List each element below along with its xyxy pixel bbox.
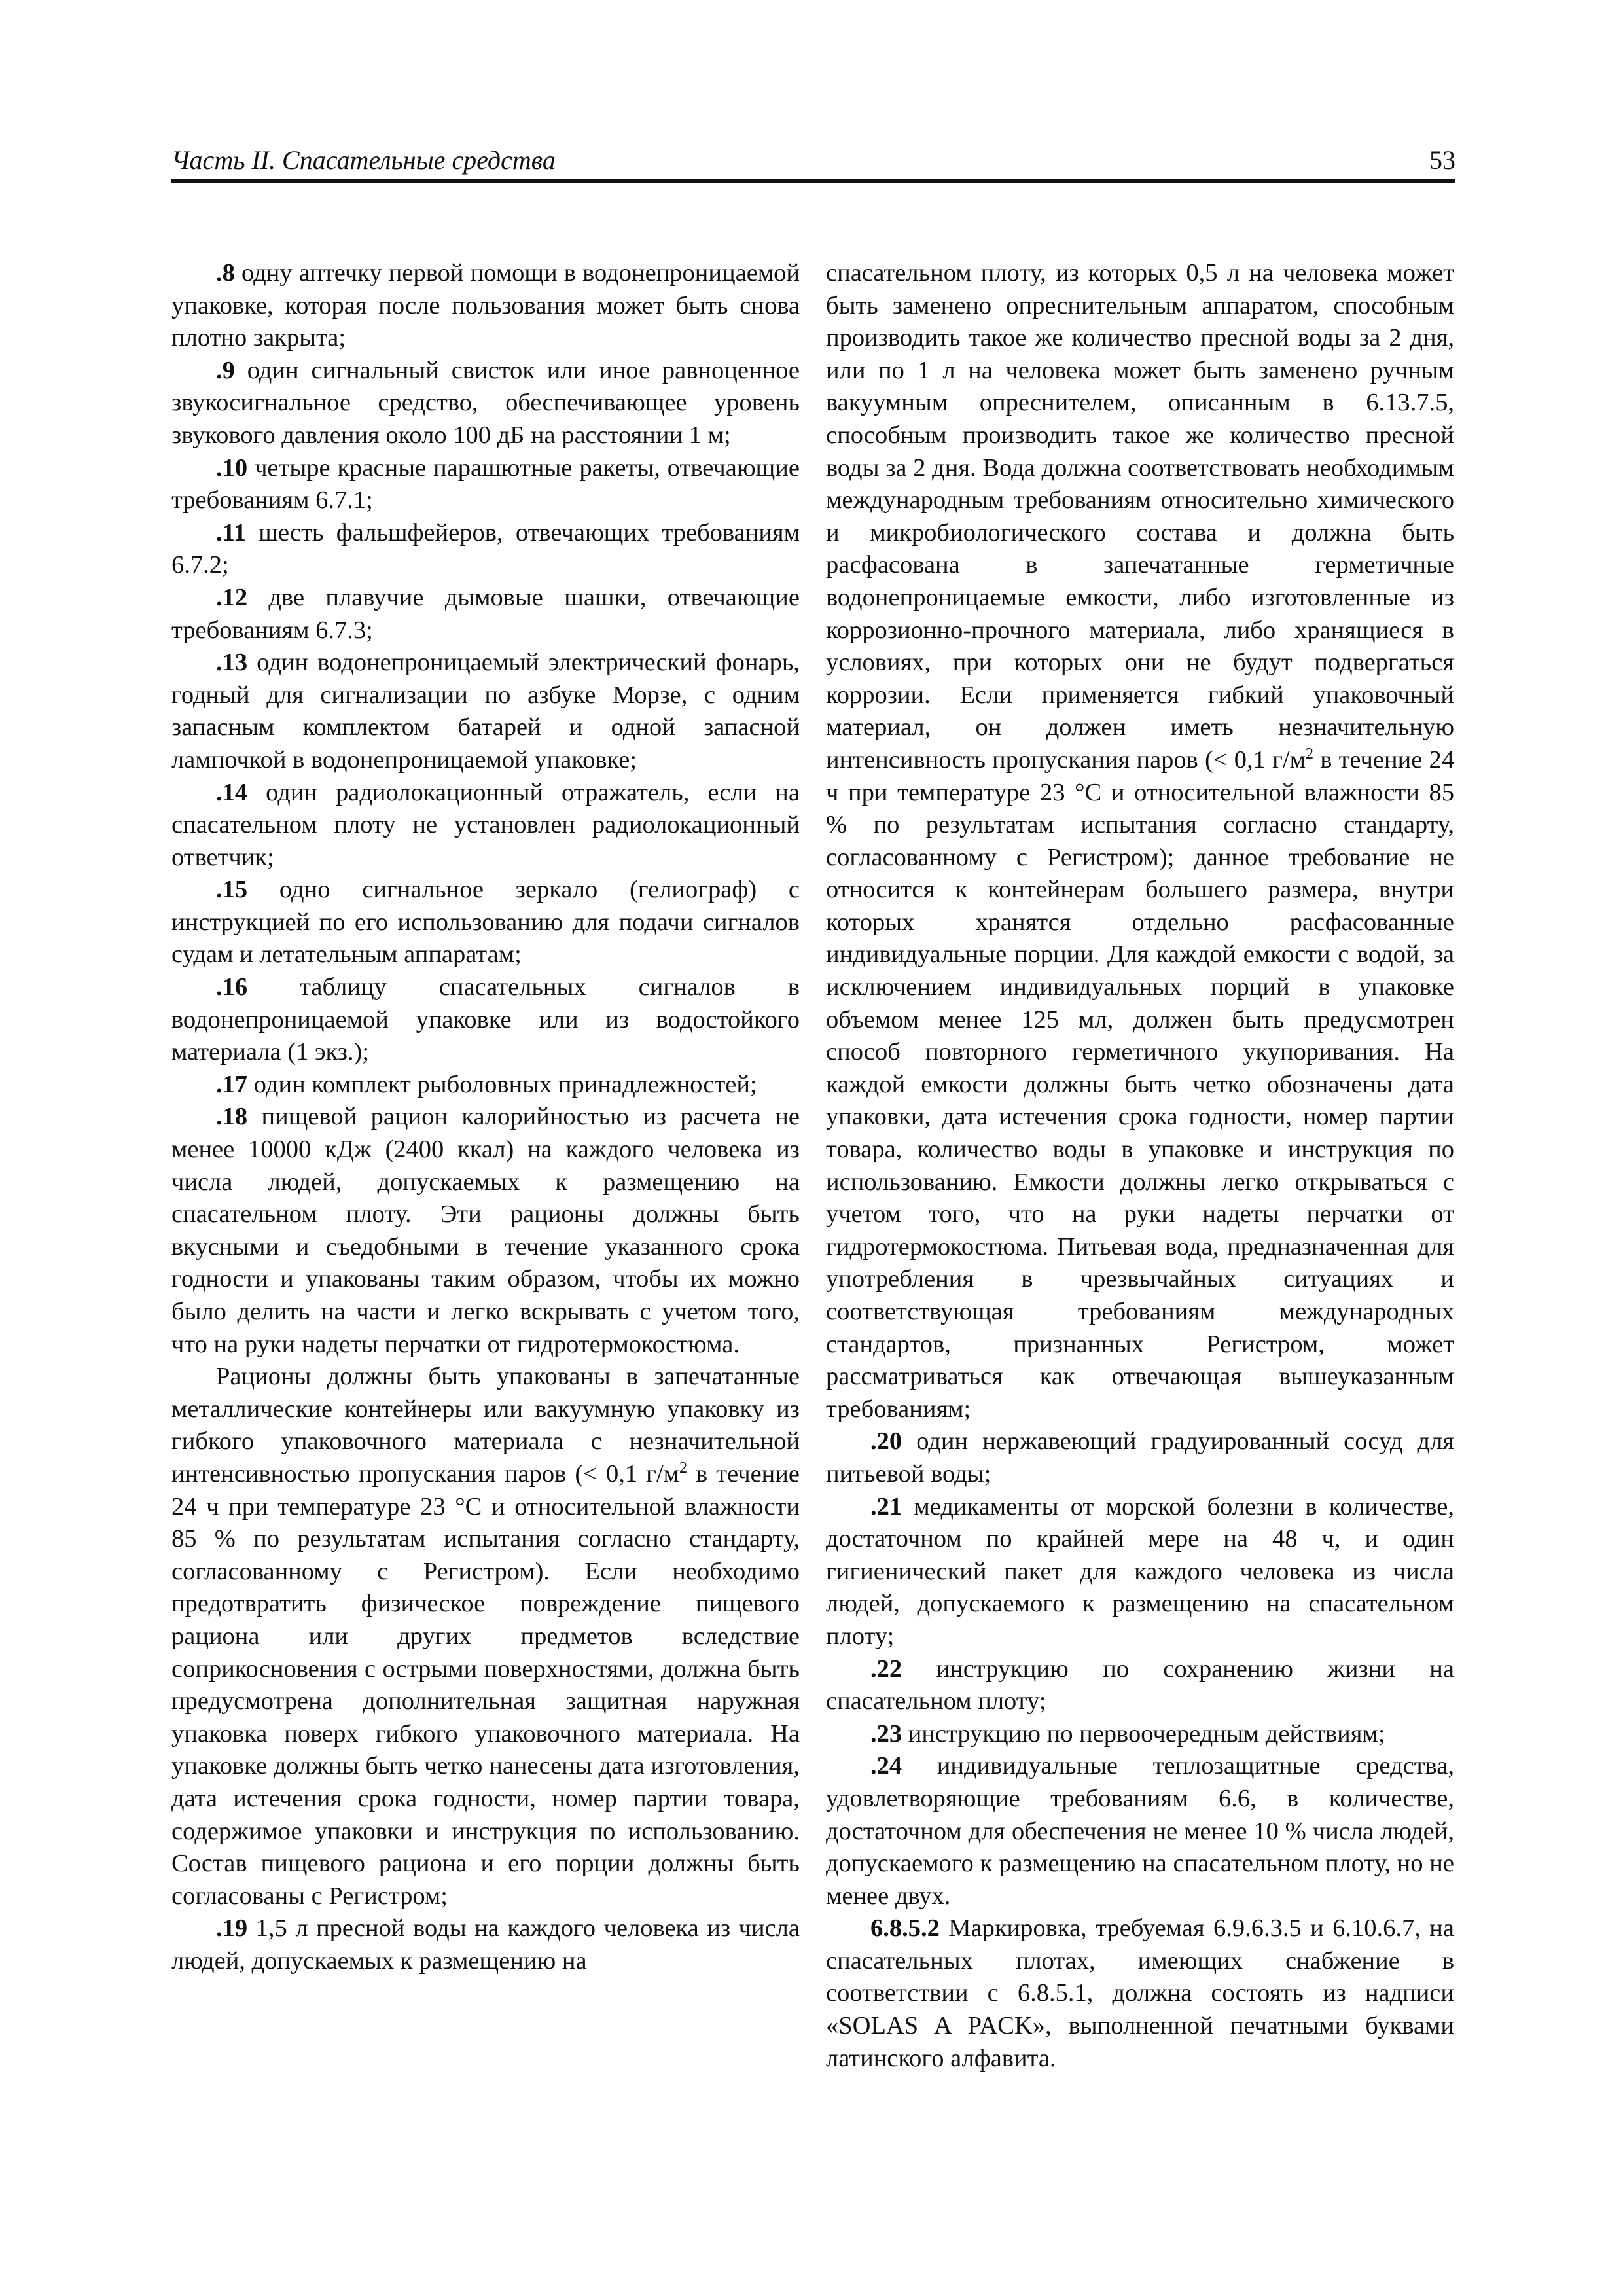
list-item — [826, 1750, 1454, 1912]
item-text: медикаменты от морской болезни в количестве, достаточном по крайней мере на 48 ч, и один гигиенический пакет для каждого человека из числа людей, допускаемого к размещению на спасательном плоту; — [826, 1492, 1454, 1650]
item-text: шесть фальшфейеров, отвечающих требованиям 6.7.2; — [171, 518, 800, 579]
list-item — [171, 582, 800, 647]
section-paragraph — [826, 1912, 1454, 2075]
item-number: .9 — [216, 356, 235, 384]
item-text: таблицу спасательных сигналов в водонепроницаемой упаковке или из водостойкого материала (1 экз.); — [171, 973, 800, 1066]
item-text: четыре красные парашютные ракеты, отвечающие требованиям 6.7.1; — [171, 454, 800, 514]
superscript: 2 — [679, 1460, 687, 1477]
paragraph-text-tail: в течение 24 ч при температуре 23 °С и относительной влажности 85 % по результатам испытания согласно стандарту, согласованному с Регистром). Если необходимо предотвратить физическое повреждение пищевого рациона или других предметов вследствие соприкосновения с острыми поверхностями, должна быть предусмотрена дополнительная защитная наружная упаковка поверх гибкого упаковочного материала. На упаковке должны быть четко нанесены дата изготовления, дата истечения срока годности, номер партии товара, содержимое упаковки и инструкция по использованию. Состав пищевого рациона и его порции должны быть согласованы с Регистром; — [171, 1460, 800, 1910]
item-text: пищевой рацион калорийностью из расчета не менее 10000 кДж (2400 ккал) на каждого человека из числа людей, допускаемых к размещению на спасательном плоту. Эти рационы должны быть вкусными и съедобными в течение указанного срока годности и упакованы таким образом, чтобы их можно было делить на части и легко вскрывать с учетом того, что на руки надеты перчатки от гидротермокостюма. — [171, 1103, 800, 1358]
paragraph-rations-packaging — [171, 1361, 800, 1912]
item-text: одну аптечку первой помощи в водонепроницаемой упаковке, которая после пользования может быть снова плотно закрыта; — [171, 259, 800, 352]
list-item — [171, 1912, 800, 1977]
item-text: 1,5 л пресной воды на каждого человека из числа людей, допускаемых к размещению на — [171, 1914, 800, 1975]
list-item — [171, 874, 800, 971]
item-number: .20 — [870, 1427, 902, 1456]
item-number: .14 — [216, 778, 248, 806]
item-text: одно сигнальное зеркало (гелиограф) с инструкцией по его использованию для подачи сигналов судам и летательным аппаратам; — [171, 876, 800, 969]
paragraph-text: Рационы должны быть упакованы в запечатанные металлические контейнеры или вакуумную упаковку из гибкого упаковочного материала с незначительной интенсивностью пропускания паров (< 0,1 г/м — [171, 1363, 800, 1488]
running-header — [171, 143, 1455, 183]
list-item — [171, 257, 800, 355]
item-number: .23 — [870, 1719, 902, 1748]
left-column — [171, 257, 800, 1977]
item-number: .22 — [870, 1655, 902, 1683]
list-item — [826, 1491, 1454, 1653]
list-item — [826, 1653, 1454, 1718]
superscript: 2 — [1305, 745, 1313, 763]
item-number: .19 — [216, 1914, 248, 1943]
item-number: .21 — [870, 1492, 902, 1520]
paragraph-text: спасательном плоту, из которых 0,5 л на человека может быть заменено опреснительным аппаратом, способным производить такое же количество пресной воды за 2 дня, или по 1 л на человека может быть заменено ручным вакуумным опреснителем, описанным в 6.13.7.5, способным производить такое же количество пресной воды за 2 дня. Вода должна соответствовать необходимым международным требованиям относительно химического и микробиологического состава и должна быть расфасована в запечатанные герметичные водонепроницаемые емкости, либо изготовленные из коррозионно-прочного материала, либо хранящиеся в условиях, при которых они не будут подвергаться коррозии. Если применяется гибкий упаковочный материал, он должен иметь незначительную интенсивность пропускания паров (< 0,1 г/м — [826, 259, 1454, 774]
list-item — [171, 452, 800, 517]
item-number: .10 — [216, 454, 248, 482]
item-number: .16 — [216, 973, 248, 1001]
item-number: .15 — [216, 876, 248, 904]
list-item — [171, 1101, 800, 1361]
section-number: 6.8.5.2 — [870, 1914, 940, 1943]
list-item — [826, 1718, 1454, 1751]
right-column — [826, 257, 1454, 2075]
item-text: инструкцию по сохранению жизни на спасательном плоту; — [826, 1655, 1454, 1715]
item-text: две плавучие дымовые шашки, отвечающие требованиям 6.7.3; — [171, 583, 800, 644]
page-number: 53 — [1429, 145, 1455, 175]
item-number: .8 — [216, 259, 235, 287]
item-text: один сигнальный свисток или иное равноценное звукосигнальное средство, обеспечивающее уровень звукового давления около 100 дБ на расстоянии 1 м; — [171, 356, 800, 449]
list-item — [171, 777, 800, 874]
item-text: индивидуальные теплозащитные средства, удовлетворяющие требованиям 6.6, в количестве, достаточном для обеспечения не менее 10 % числа людей, допускаемого к размещению на спасательном плоту, но не менее двух. — [826, 1752, 1454, 1910]
item-text: один водонепроницаемый электрический фонарь, годный для сигнализации по азбуке Морзе, с одним запасным комплектом батарей и одной запасной лампочкой в водонепроницаемой упаковке; — [171, 649, 800, 774]
list-item — [171, 647, 800, 776]
item-number: .11 — [216, 518, 247, 547]
list-item — [826, 1426, 1454, 1490]
item-number: .12 — [216, 583, 248, 611]
item-text: один нержавеющий градуированный сосуд для питьевой воды; — [826, 1427, 1454, 1488]
running-title: Часть II. Спасательные средства — [171, 145, 556, 175]
item-number: .13 — [216, 649, 248, 677]
item-text: один комплект рыболовных принадлежностей; — [247, 1070, 757, 1098]
paragraph-continuation — [826, 257, 1454, 1426]
item-number: .17 — [216, 1070, 248, 1098]
item-text: один радиолокационный отражатель, если на спасательном плоту не установлен радиолокационный ответчик; — [171, 778, 800, 871]
paragraph-text-tail: в течение 24 ч при температуре 23 °С и относительной влажности 85 % по результатам испытания согласно стандарту, согласованному с Регистром); данное требование не относится к контейнерам большего размера, внутри которых хранятся отдельно расфасованные индивидуальные порции. Для каждой емкости с водой, за исключением индивидуальных порций в упаковке объемом менее 125 мл, должен быть предусмотрен способ повторного герметичного укупоривания. На каждой емкости должны быть четко обозначены дата упаковки, дата истечения срока годности, номер партии товара, количество воды в упаковке и инструкция по использованию. Емкости должны легко открываться с учетом того, что на руки надеты перчатки от гидротермокостюма. Питьевая вода, предназначенная для употребления в чрезвычайных ситуациях и соответствующая требованиям международных стандартов, признанных Регистром, может рассматриваться как отвечающая вышеуказанным требованиям; — [826, 745, 1454, 1423]
item-number: .18 — [216, 1103, 248, 1131]
list-item — [171, 355, 800, 452]
item-number: .24 — [870, 1752, 902, 1780]
list-item — [171, 1069, 800, 1102]
section-text: Маркировка, требуемая 6.9.6.3.5 и 6.10.6.7, на спасательных плотах, имеющих снабжение в соответствии с 6.8.5.1, должна состоять из надписи «SOLAS A PACK», выполненной печатными буквами латинского алфавита. — [826, 1914, 1454, 2072]
list-item — [171, 971, 800, 1069]
item-text: инструкцию по первоочередным действиям; — [902, 1719, 1385, 1748]
list-item — [171, 517, 800, 582]
